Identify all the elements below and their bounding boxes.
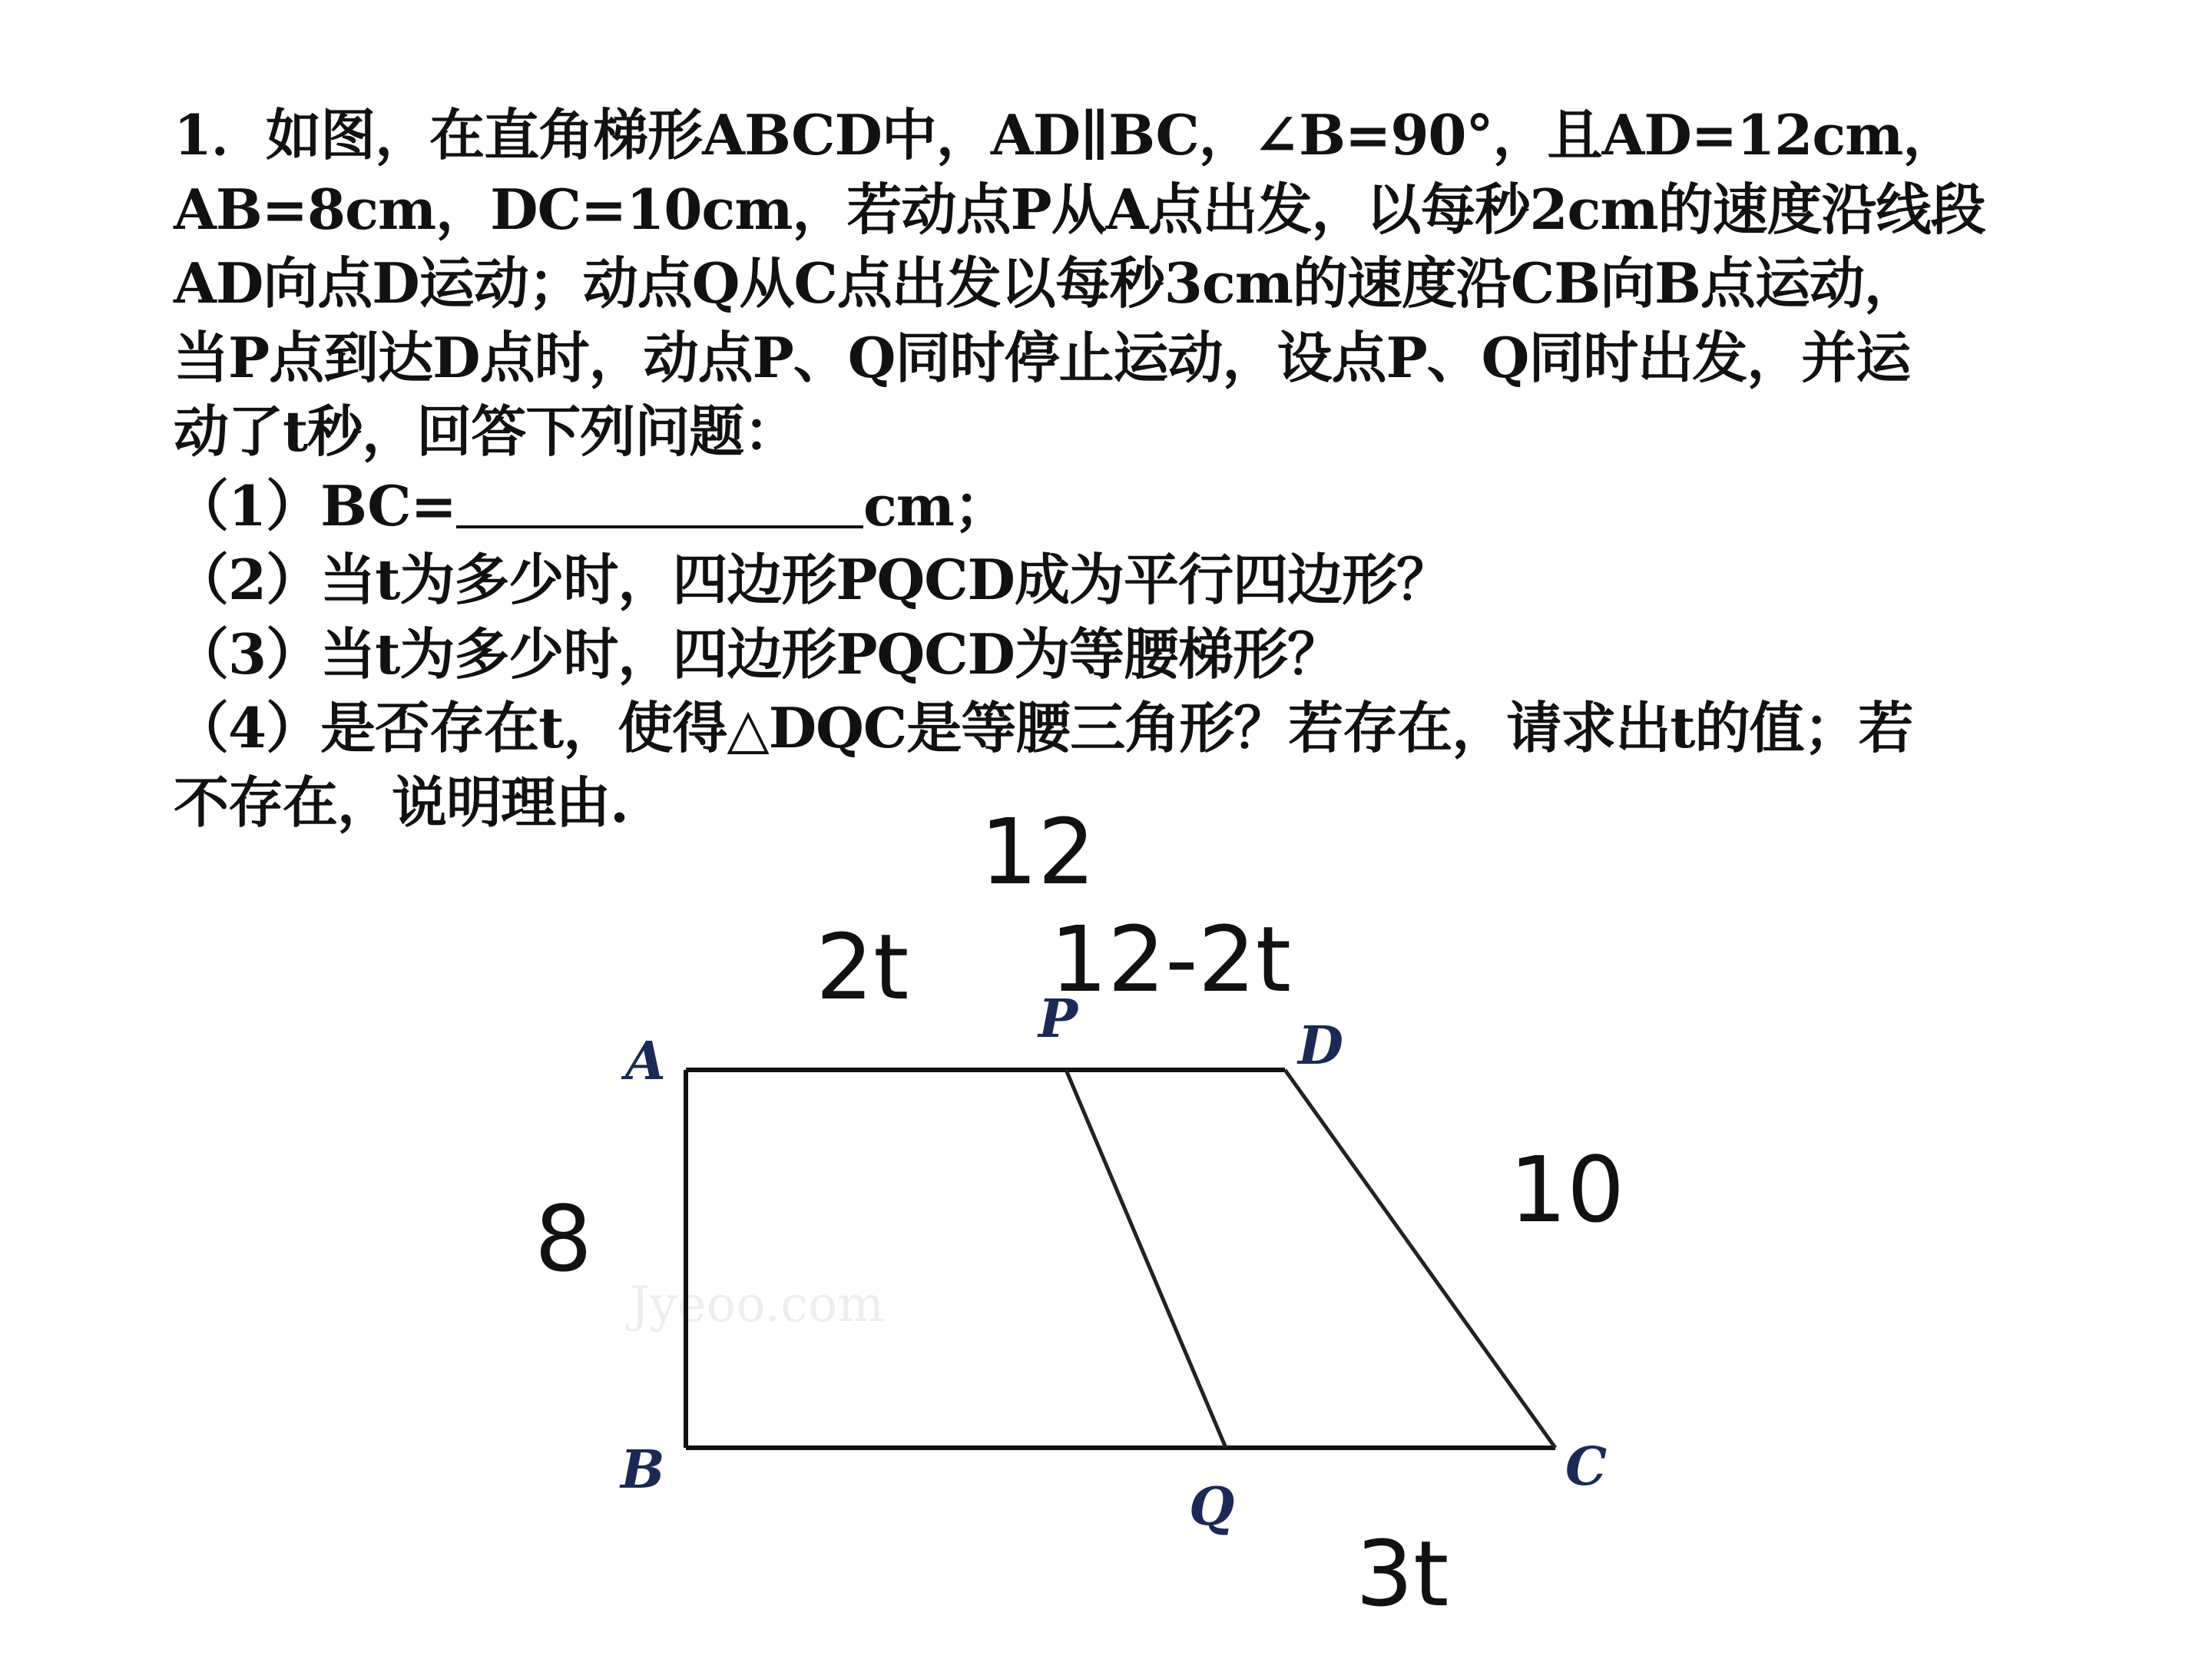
label-qc-length: 3t xyxy=(1356,1521,1449,1627)
vertex-label-p: P xyxy=(1038,988,1078,1050)
problem-line-5: 动了t秒，回答下列问题： xyxy=(174,399,799,464)
side-dc xyxy=(1285,1070,1555,1448)
question-2: （2）当t为多少时，四边形PQCD成为平行四边形？ xyxy=(174,547,1451,612)
label-pd-length: 12-2t xyxy=(1050,906,1292,1012)
problem-line-4: 当P点到达D点时，动点P、Q同时停止运动，设点P、Q同时出发，并运 xyxy=(174,324,1911,390)
question-4-line-1: （4）是否存在t，使得△DQC是等腰三角形？若存在，请求出t的值；若 xyxy=(174,695,1913,760)
problem-line-3: AD向点D运动；动点Q从C点出发以每秒3cm的速度沿CB向B点运动， xyxy=(174,250,1919,316)
label-ad-length: 12 xyxy=(980,799,1096,905)
question-1-prefix: （1）BC= xyxy=(174,472,456,538)
vertex-label-c: C xyxy=(1565,1436,1608,1498)
vertex-label-a: A xyxy=(625,1031,666,1092)
question-3: （3）当t为多少时，四边形PQCD为等腰梯形？ xyxy=(174,621,1342,687)
problem-line-1: 1．如图，在直角梯形ABCD中，AD∥BC，∠B=90°，且AD=12cm， xyxy=(174,102,1958,167)
problem-line-2: AB=8cm，DC=10cm，若动点P从A点出发，以每秒2cm的速度沿线段 xyxy=(174,176,1985,242)
vertex-label-q: Q xyxy=(1189,1476,1235,1538)
label-ap-length: 2t xyxy=(816,914,909,1020)
watermark: Jyeoo.com xyxy=(630,1277,885,1333)
vertex-label-b: B xyxy=(621,1439,665,1501)
question-4-line-2: 不存在，说明理由. xyxy=(174,769,629,835)
question-1-suffix: cm； xyxy=(863,472,1008,538)
label-dc-length: 10 xyxy=(1509,1137,1625,1243)
segment-pq xyxy=(1066,1070,1226,1448)
vertex-label-d: D xyxy=(1298,1015,1343,1077)
label-ab-length: 8 xyxy=(535,1186,593,1292)
